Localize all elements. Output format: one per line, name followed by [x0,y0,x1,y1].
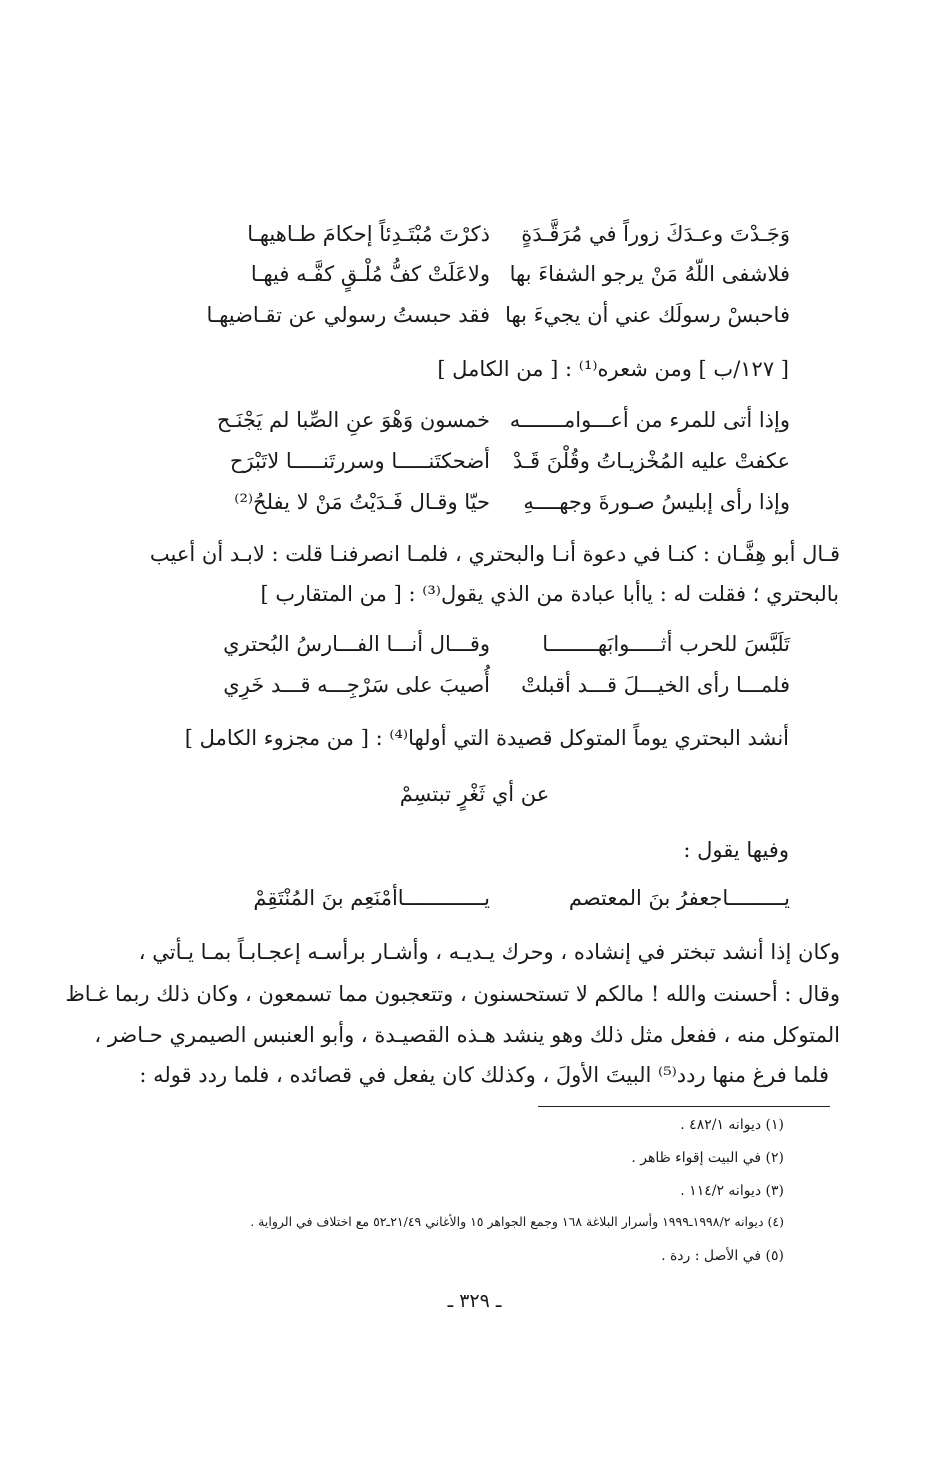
verse-line [200,303,790,343]
footnote: (٤) ديوانه ١٩٩٨/٢ـ١٩٩٩ وأسرار البلاغة ١٦٨ وجمع الجواهر ١٥ والأغاني ٢١/٤٩ـ٥٢ مع اختلاف في الرواية . [250,1214,784,1229]
verse-second-hemistich: يـــــــــــــاأمْنَعِم بنَ المُنْتَقِمْ [253,886,490,910]
verse-line [200,262,790,302]
footnote: (٣) ديوانه ١١٤/٢ . [680,1183,784,1199]
footnote: (١) ديوانه ٤٨٢/١ . [680,1117,784,1133]
paragraph-line: بالبحتري ؛ فقلت له : ياأبا عبادة من الذي يقول⁽³⁾ : [ من المتقارب ] [260,582,839,606]
verse-second-hemistich: خمسون وَهْوَ عنِ الصِّبا لم يَجْنَـح [216,408,490,432]
footnote-divider [538,1106,830,1107]
verse-second-hemistich: حيّا وقـال فَـدَيْتُ مَنْ لا يفلحُ⁽²⁾ [234,490,490,514]
verse-line [200,673,790,713]
verse-first-hemistich: عكفتْ عليه المُخْزيـاتُ وقُلْنَ قَـدْ [512,449,790,473]
verse-second-hemistich: أضحكتَنـــــا وسررتَنـــــا لاتَبْرَح [229,449,490,473]
verse-second-hemistich: وقـــال أنـــا الفـــارسُ البُحتري [223,632,490,656]
verse-second-hemistich: ولاعَلَتْ كفُّ مُلْـقٍ كفَّـه فيهـا [250,262,490,286]
verse-first-hemistich: وإذا أتى للمرء من أعـــوامـــــــه [509,408,790,432]
verse-line [200,632,790,672]
footnote: (٥) في الأصل : ردة . [661,1248,784,1264]
verse-first-hemistich: وإذا رأى إبليسُ صـورةَ وجهــــهِ [523,490,790,514]
centered-verse: عن أي ثَغْرٍ تبتسِمْ [399,782,550,806]
page-number: ـ ٣٢٩ ـ [447,1290,502,1312]
verse-line [200,449,790,489]
verse-first-hemistich: فلمـــا رأى الخيـــلَ قـــد أقبلتْ [521,673,790,697]
verse-line [200,490,790,530]
footnote: (٢) في البيت إقواء ظاهر . [631,1150,784,1166]
paragraph-line: فلما فرغ منها ردد⁽⁵⁾ البيتَ الأولَ ، وكذلك كان يفعل في قصائده ، فلما ردد قوله : [139,1063,829,1087]
verse-first-hemistich: يـــــــــاجعفرُ بنَ المعتصم [568,886,790,910]
verse-first-hemistich: فلاشفى اللّهُ مَنْ يرجو الشفاءَ بها [509,262,790,286]
verse-line [200,222,790,262]
verse-first-hemistich: فاحبسْ رسولَك عني أن يجيءَ بها [505,303,790,327]
paragraph-line: قـال أبو هِفَّـان : كنـا في دعوة أنـا والبحتري ، فلمـا انصرفنـا قلت : لابـد أن أعيب [149,542,840,566]
poem-intro: [ ١٢٧/ب ] ومن شعره⁽¹⁾ : [ من الكامل ] [437,357,789,381]
verse-second-hemistich: ذكرْتَ مُبْتَـدِئاً إحكامَ طـاهيهـا [247,222,490,246]
paragraph-line: المتوكل منه ، ففعل مثل ذلك وهو ينشد هـذه القصيـدة ، وأبو العنبس الصيمري حـاضر ، [94,1023,840,1047]
poem-intro: أنشد البحتري يوماً المتوكل قصيدة التي أولها⁽⁴⁾ : [ من مجزوء الكامل ] [184,726,789,750]
paragraph-line: وكان إذا أنشد تبختر في إنشاده ، وحرك يـديـه ، وأشـار برأسـه إعجـابـاً بمـا يـأتي ، [138,940,840,964]
lead-in-text: وفيها يقول : [683,838,789,862]
verse-line [200,408,790,448]
verse-second-hemistich: فقد حبستُ رسولي عن تقـاضيهـا [206,303,490,327]
paragraph-line: وقال : أحسنت والله ! مالكم لا تستحسنون ، وتتعجبون مما تسمعون ، وكان ذلك ربما غـاظ [65,982,840,1006]
verse-first-hemistich: تَلَبَّسَ للحرب أثـــــوابَهــــــــا [542,632,790,656]
verse-second-hemistich: أُصيبَ على سَرْجِـــه قـــد خَرِي [223,673,490,697]
verse-first-hemistich: وَجَـدْتَ وعـدَكَ زوراً في مُرَقَّـدَةٍ [521,222,790,246]
verse-line [200,886,790,926]
